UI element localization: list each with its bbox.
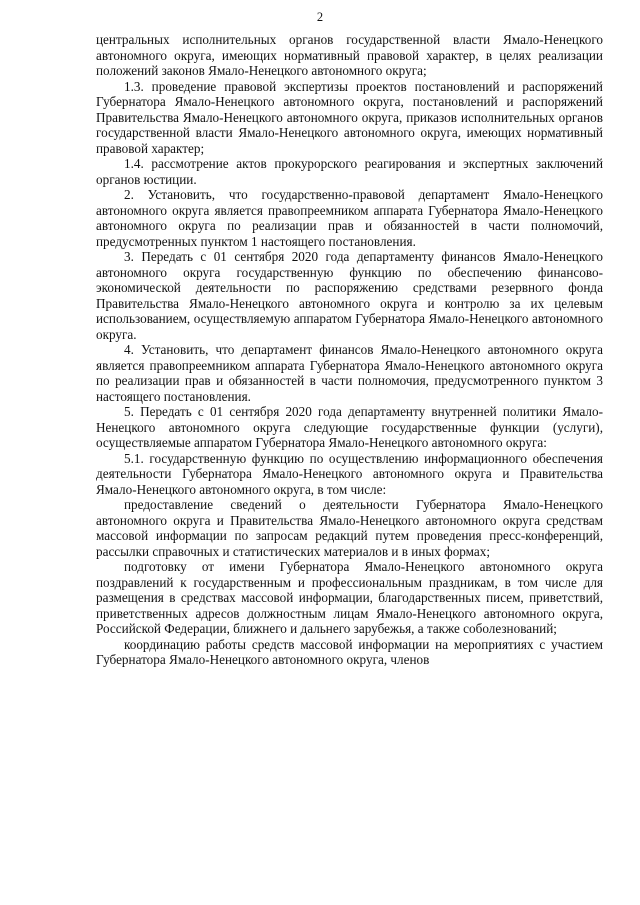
paragraph-1-3: 1.3. проведение правовой экспертизы проектов постановлений и распоряжений Губернатора Ямало-Ненецкого автономного округа, постановлений и распоряжений Правительства Ямало-Ненецкого автономного округа, приказов исполнительных органов государственной власти Ямало-Ненецкого автономного округа, имеющих нормативный правовой характер;	[96, 78, 603, 156]
paragraph-continuation: центральных исполнительных органов государственной власти Ямало-Ненецкого автономного округа, имеющих нормативный правовой характер, в целях реализации положений законов Ямало-Ненецкого автономного округа;	[96, 32, 603, 78]
paragraph-congratulations: подготовку от имени Губернатора Ямало-Ненецкого автономного округа поздравлений к государственным и профессиональным праздникам, в том числе для размещения в средствах массовой информации, благодарственных писем, приветствий, приветственных адресов должностным лицам Ямало-Ненецкого автономного округа, Российской Федерации, ближнего и дальнего зарубежья, а также соболезнований;	[96, 559, 603, 636]
paragraph-info-provision: предоставление сведений о деятельности Губернатора Ямало-Ненецкого автономного округа и Правительства Ямало-Ненецкого автономного округа средствам массовой информации по запросам редакций путем проведения пресс-конференций, рассылки справочных и статистических материалов и в иных формах;	[96, 497, 603, 559]
document-body	[96, 32, 603, 668]
paragraph-2: 2. Установить, что государственно-правовой департамент Ямало-Ненецкого автономного округа является правопреемником аппарата Губернатора Ямало-Ненецкого автономного округа по реализации прав и обязанностей в части полномочий, предусмотренных пунктом 1 настоящего постановления.	[96, 187, 603, 249]
paragraph-media-coordination: координацию работы средств массовой информации на мероприятиях с участием Губернатора Ямало-Ненецкого автономного округа, членов	[96, 636, 603, 667]
paragraph-4: 4. Установить, что департамент финансов Ямало-Ненецкого автономного округа является правопреемником аппарата Губернатора Ямало-Ненецкого автономного округа по реализации прав и обязанностей в части полномочия, предусмотренного пунктом 3 настоящего постановления.	[96, 342, 603, 404]
paragraph-5-1: 5.1. государственную функцию по осуществлению информационного обеспечения деятельности Губернатора Ямало-Ненецкого автономного округа и Правительства Ямало-Ненецкого автономного округа, в том числе:	[96, 450, 603, 497]
page-number: 2	[316, 10, 324, 24]
paragraph-5: 5. Передать с 01 сентября 2020 года департаменту внутренней политики Ямало-Ненецкого автономного округа следующие государственные функции (услуги), осуществляемые аппаратом Губернатора Ямало-Ненецкого автономного округа:	[96, 404, 603, 450]
paragraph-3: 3. Передать с 01 сентября 2020 года департаменту финансов Ямало-Ненецкого автономного округа государственную функцию по обеспечению финансово-экономической деятельности по распоряжению средствами резервного фонда Правительства Ямало-Ненецкого автономного округа и контролю за их целевым использованием, осуществляемую аппаратом Губернатора Ямало-Ненецкого автономного округа.	[96, 249, 603, 342]
paragraph-1-4: 1.4. рассмотрение актов прокурорского реагирования и экспертных заключений органов юстиции.	[96, 156, 603, 187]
